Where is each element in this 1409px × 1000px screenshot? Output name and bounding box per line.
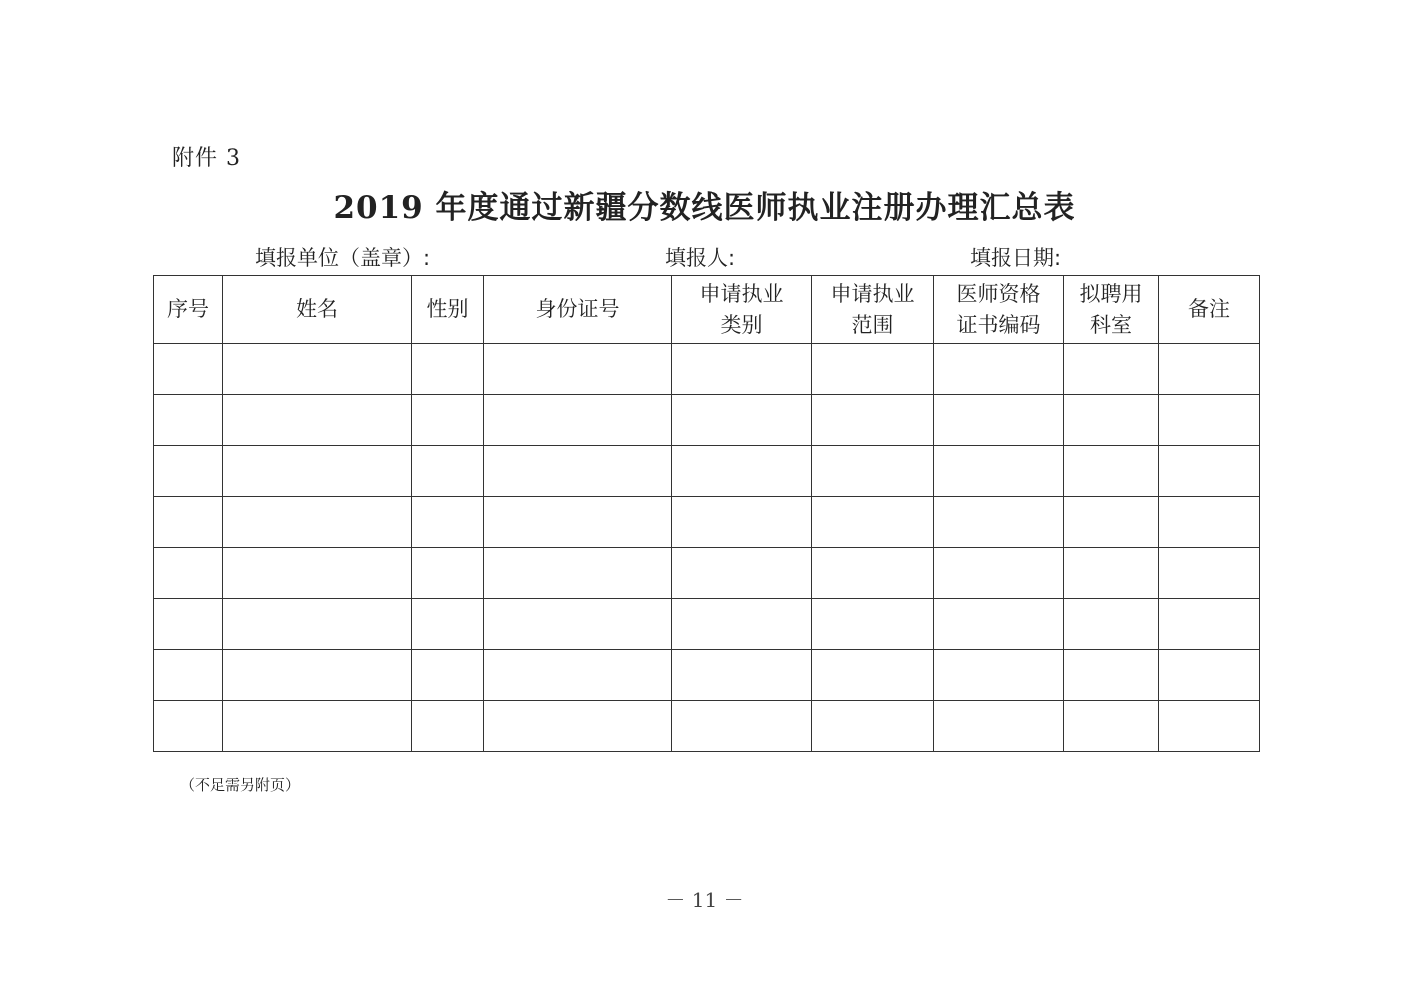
registration-summary-table	[153, 275, 1260, 752]
table-cell-practice-category[interactable]	[672, 497, 812, 548]
table-cell-seq[interactable]	[154, 701, 223, 752]
table-cell-department[interactable]	[1064, 548, 1159, 599]
table-cell-practice-category[interactable]	[672, 701, 812, 752]
table-cell-practice-scope[interactable]	[812, 497, 934, 548]
column-header-practice-scope: 申请执业 范围	[812, 276, 934, 344]
table-cell-certificate-code[interactable]	[934, 650, 1064, 701]
table-row	[154, 548, 1260, 599]
table-cell-name[interactable]	[223, 395, 412, 446]
table-cell-remarks[interactable]	[1159, 548, 1260, 599]
table-cell-seq[interactable]	[154, 548, 223, 599]
table-cell-gender[interactable]	[412, 446, 484, 497]
table-cell-gender[interactable]	[412, 344, 484, 395]
table-cell-gender[interactable]	[412, 650, 484, 701]
table-cell-practice-category[interactable]	[672, 599, 812, 650]
table-cell-remarks[interactable]	[1159, 395, 1260, 446]
column-header-name: 姓名	[223, 276, 412, 344]
table-row	[154, 395, 1260, 446]
table-cell-remarks[interactable]	[1159, 446, 1260, 497]
table-cell-remarks[interactable]	[1159, 701, 1260, 752]
table-cell-seq[interactable]	[154, 395, 223, 446]
table-cell-certificate-code[interactable]	[934, 497, 1064, 548]
table-cell-gender[interactable]	[412, 497, 484, 548]
column-header-id-number: 身份证号	[484, 276, 672, 344]
table-cell-remarks[interactable]	[1159, 344, 1260, 395]
table-cell-practice-scope[interactable]	[812, 650, 934, 701]
column-header-remarks: 备注	[1159, 276, 1260, 344]
table-cell-department[interactable]	[1064, 446, 1159, 497]
table-cell-department[interactable]	[1064, 701, 1159, 752]
table-cell-practice-scope[interactable]	[812, 446, 934, 497]
table-header-row	[154, 276, 1260, 344]
table-cell-name[interactable]	[223, 599, 412, 650]
table-row	[154, 650, 1260, 701]
table-body	[154, 344, 1260, 752]
footnote: （不足需另附页）	[180, 776, 301, 794]
table-cell-id-number[interactable]	[484, 395, 672, 446]
table-row	[154, 497, 1260, 548]
column-header-gender: 性别	[412, 276, 484, 344]
table-cell-certificate-code[interactable]	[934, 599, 1064, 650]
report-date-label: 填报日期:	[970, 246, 1062, 270]
table-cell-department[interactable]	[1064, 395, 1159, 446]
table-cell-name[interactable]	[223, 446, 412, 497]
table-cell-practice-scope[interactable]	[812, 548, 934, 599]
table-cell-name[interactable]	[223, 650, 412, 701]
column-header-certificate-code: 医师资格 证书编码	[934, 276, 1064, 344]
table-cell-practice-scope[interactable]	[812, 395, 934, 446]
table-cell-remarks[interactable]	[1159, 599, 1260, 650]
table-cell-practice-scope[interactable]	[812, 701, 934, 752]
table-row	[154, 599, 1260, 650]
table-cell-seq[interactable]	[154, 497, 223, 548]
table-row	[154, 344, 1260, 395]
table-cell-seq[interactable]	[154, 650, 223, 701]
table-cell-gender[interactable]	[412, 599, 484, 650]
table-cell-id-number[interactable]	[484, 344, 672, 395]
table-cell-practice-scope[interactable]	[812, 599, 934, 650]
table-cell-gender[interactable]	[412, 701, 484, 752]
table-cell-department[interactable]	[1064, 650, 1159, 701]
table-cell-seq[interactable]	[154, 344, 223, 395]
table-cell-gender[interactable]	[412, 395, 484, 446]
table-cell-certificate-code[interactable]	[934, 395, 1064, 446]
table-cell-id-number[interactable]	[484, 446, 672, 497]
table-cell-certificate-code[interactable]	[934, 344, 1064, 395]
table-cell-remarks[interactable]	[1159, 650, 1260, 701]
table-cell-gender[interactable]	[412, 548, 484, 599]
page-title: 2019 年度通过新疆分数线医师执业注册办理汇总表	[333, 190, 1076, 226]
column-header-practice-category: 申请执业 类别	[672, 276, 812, 344]
table-row	[154, 701, 1260, 752]
attachment-label: 附件 3	[172, 146, 241, 171]
table-cell-id-number[interactable]	[484, 548, 672, 599]
table-cell-practice-category[interactable]	[672, 344, 812, 395]
table-cell-seq[interactable]	[154, 599, 223, 650]
table-cell-certificate-code[interactable]	[934, 548, 1064, 599]
table-cell-certificate-code[interactable]	[934, 446, 1064, 497]
table-cell-id-number[interactable]	[484, 599, 672, 650]
table-cell-department[interactable]	[1064, 497, 1159, 548]
table-cell-certificate-code[interactable]	[934, 701, 1064, 752]
table-cell-department[interactable]	[1064, 344, 1159, 395]
table-cell-id-number[interactable]	[484, 701, 672, 752]
column-header-department: 拟聘用 科室	[1064, 276, 1159, 344]
table-cell-practice-category[interactable]	[672, 650, 812, 701]
table-cell-remarks[interactable]	[1159, 497, 1260, 548]
table-row	[154, 446, 1260, 497]
table-cell-name[interactable]	[223, 701, 412, 752]
table-cell-name[interactable]	[223, 548, 412, 599]
table-cell-practice-category[interactable]	[672, 395, 812, 446]
table-cell-department[interactable]	[1064, 599, 1159, 650]
table-cell-id-number[interactable]	[484, 650, 672, 701]
page-number: － 11 －	[665, 888, 744, 912]
column-header-seq: 序号	[154, 276, 223, 344]
table-cell-practice-category[interactable]	[672, 548, 812, 599]
reporter-label: 填报人:	[665, 246, 736, 270]
table-cell-id-number[interactable]	[484, 497, 672, 548]
reporting-unit-label: 填报单位（盖章）:	[255, 246, 431, 270]
table-cell-practice-scope[interactable]	[812, 344, 934, 395]
table-cell-practice-category[interactable]	[672, 446, 812, 497]
table-cell-name[interactable]	[223, 344, 412, 395]
table-cell-seq[interactable]	[154, 446, 223, 497]
table-cell-name[interactable]	[223, 497, 412, 548]
